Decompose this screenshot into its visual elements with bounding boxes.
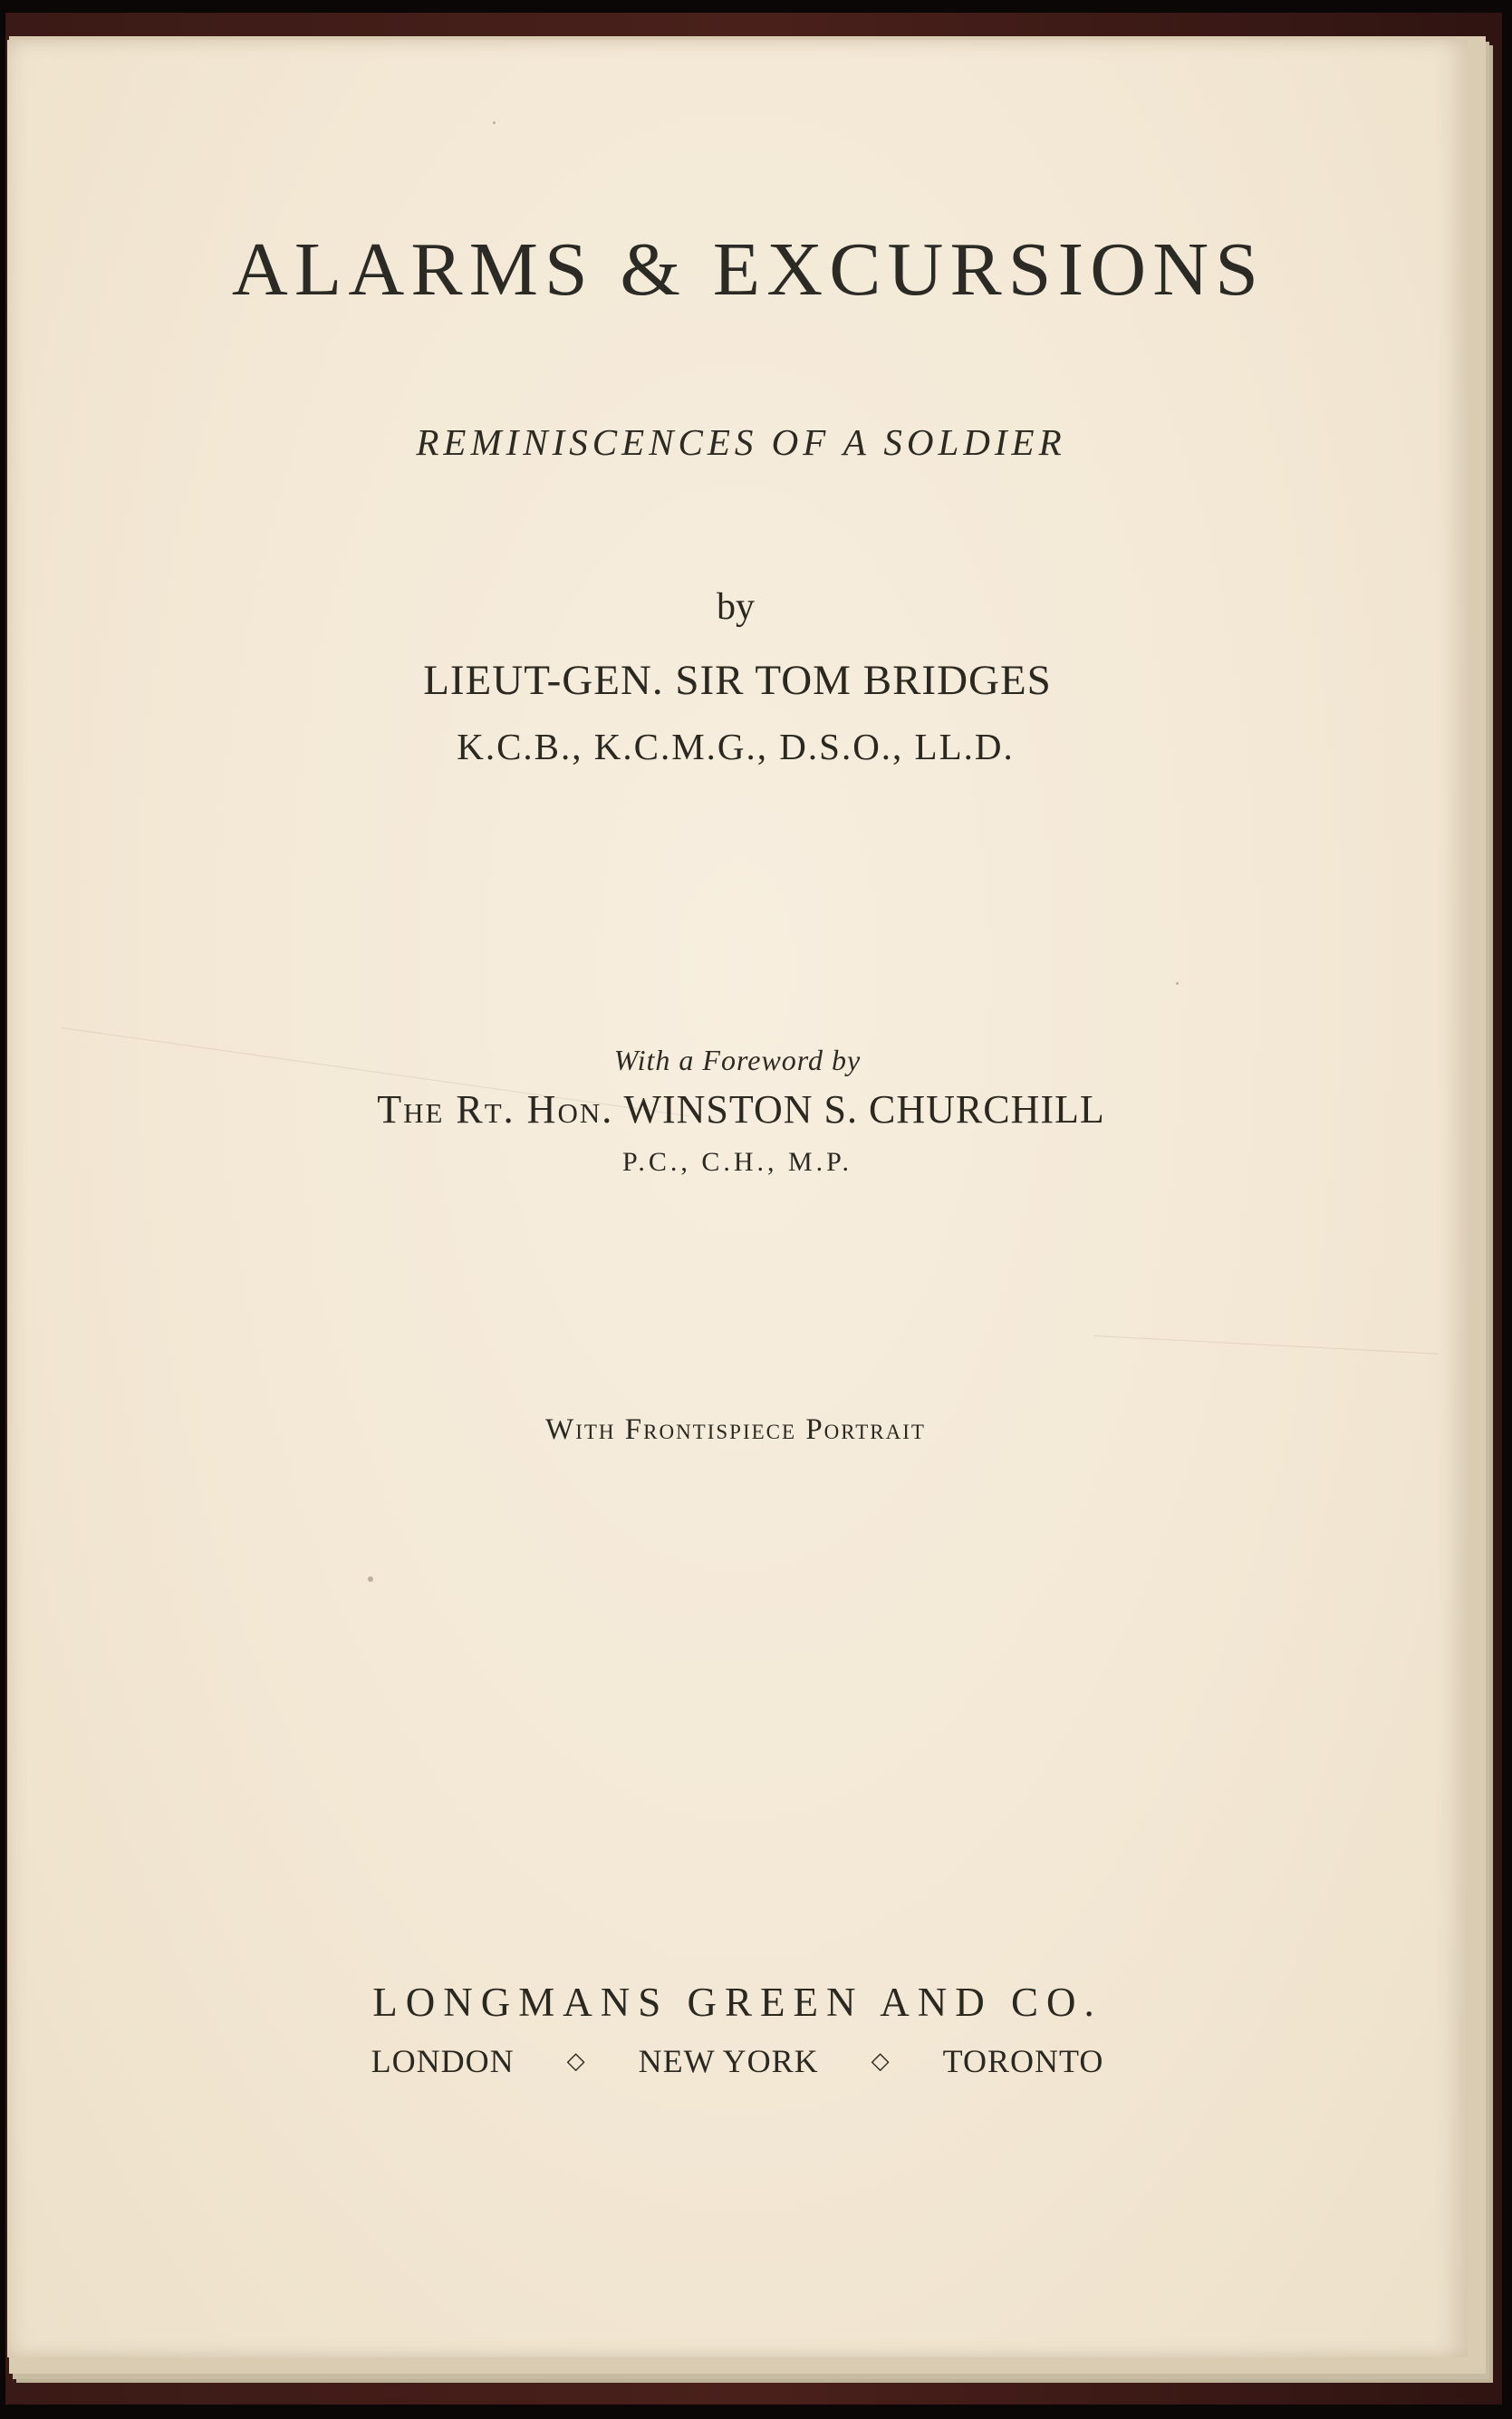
diamond-separator-icon: ◇ [566, 2048, 586, 2074]
paper-speck [1176, 982, 1179, 985]
author-honours: K.C.B., K.C.M.G., D.S.O., LL.D. [457, 726, 1015, 767]
paper-speck [368, 1576, 373, 1582]
foreword-prefix: The Rt. Hon. [377, 1087, 614, 1132]
book-subtitle: REMINISCENCES OF A SOLDIER [416, 421, 1066, 463]
foreword-name: WINSTON S. CHURCHILL [623, 1087, 1105, 1132]
paper-speck [493, 121, 496, 124]
publisher-name: LONGMANS GREEN AND CO. [372, 1980, 1103, 2025]
foreword-author [11, 1086, 1471, 1132]
foreword-intro: With a Foreword by [613, 1044, 862, 1076]
frontispiece-note: With Frontispiece Portrait [545, 1413, 926, 1446]
publisher-cities [7, 2042, 1468, 2080]
diamond-separator-icon: ◇ [871, 2048, 891, 2074]
title-page [7, 40, 1468, 2357]
book-title: ALARMS & EXCURSIONS [231, 227, 1266, 312]
paper-crease [1094, 1335, 1439, 1354]
by-line: by [717, 586, 755, 628]
city-new-york: NEW YORK [638, 2043, 819, 2079]
city-toronto: TORONTO [942, 2043, 1104, 2079]
author-name: LIEUT-GEN. SIR TOM BRIDGES [423, 657, 1052, 704]
foreword-honours: P.C., C.H., M.P. [621, 1147, 853, 1177]
city-london: LONDON [371, 2043, 515, 2079]
